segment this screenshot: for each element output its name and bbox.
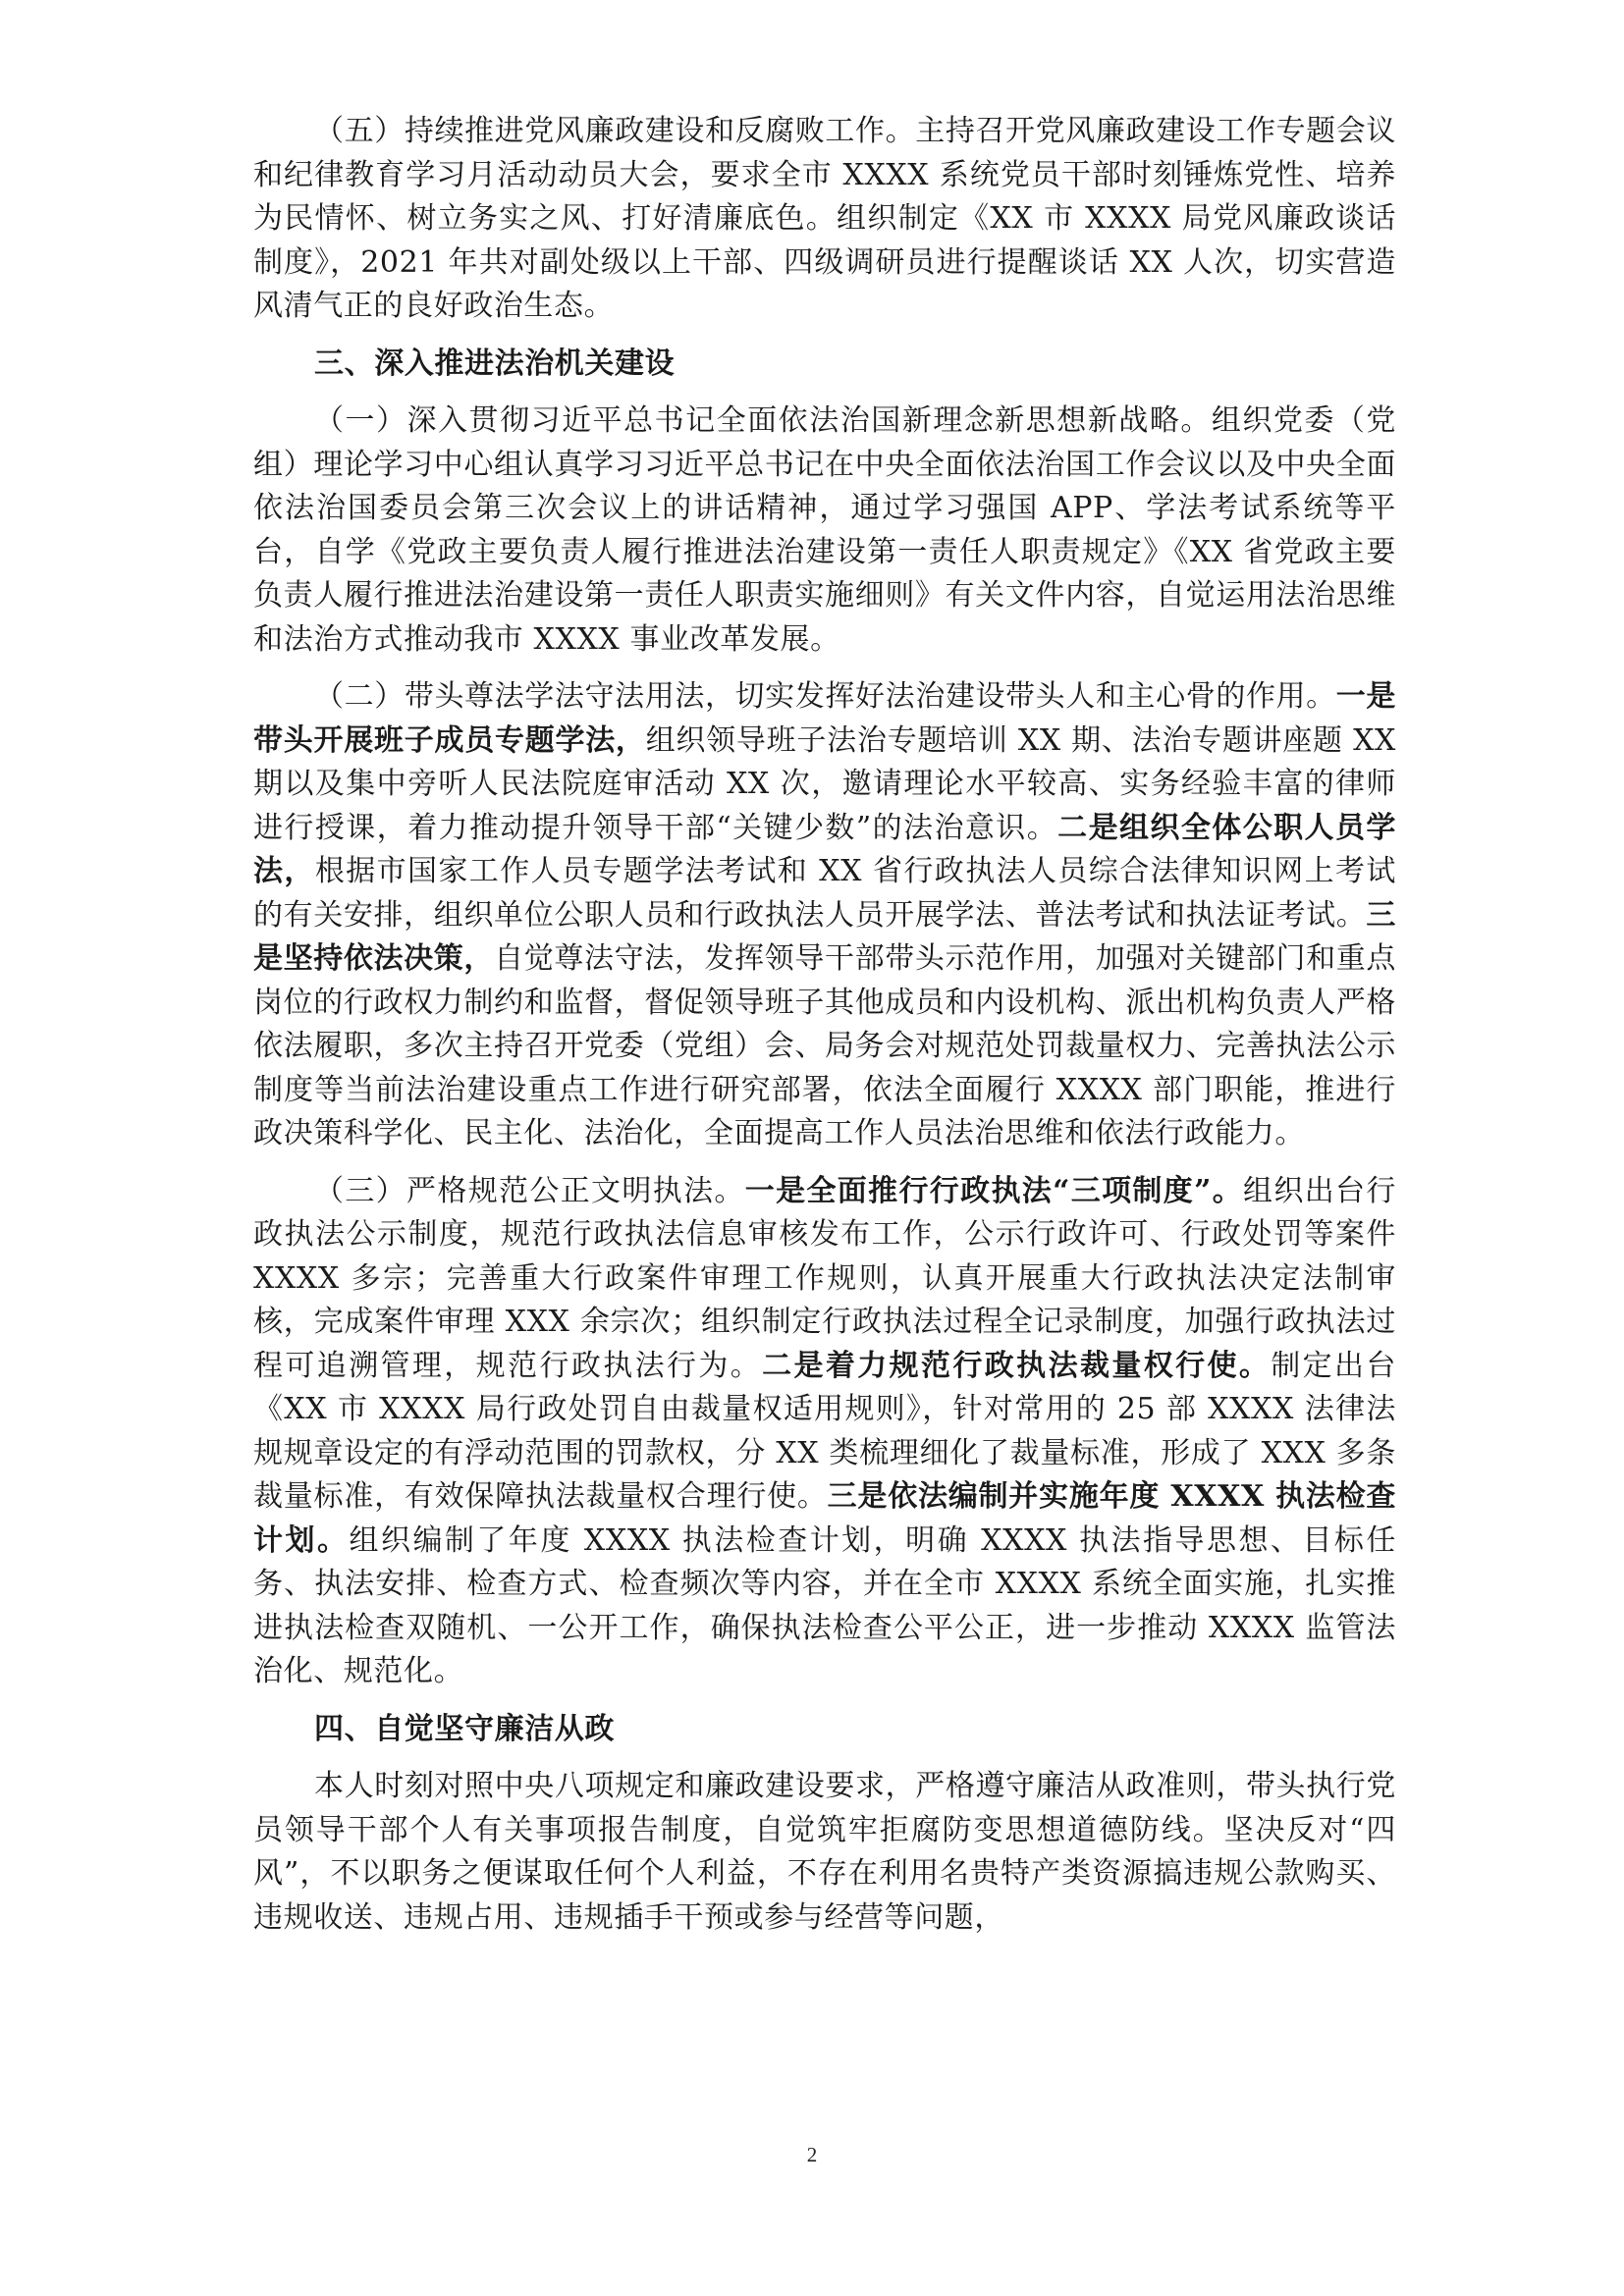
bold-point-three: 三是依法编制并实施年度 XXXX 执法检查计划。 bbox=[253, 1479, 1396, 1558]
paragraph-law-enforcement bbox=[253, 1170, 1396, 1694]
paragraph-text: 组织编制了年度 XXXX 执法检查计划，明确 XXXX 执法指导思想、目标任务、执法安排、检查方式、检查频次等内容，并在全市 XXXX 系统全面实施，扎实推进执法检查双随机、一公开工作，确保执法检查公平公正，进一步推动 XXXX 监管法治化、规范化。 bbox=[253, 1522, 1396, 1688]
paragraph-text: 本人时刻对照中央八项规定和廉政建设要求，严格遵守廉洁从政准则，带头执行党员领导干部个人有关事项报告制度，自觉筑牢拒腐防变思想道德防线。坚决反对“四风”，不以职务之便谋取任何个人利益，不存在利用名贵特产类资源搞违规公款购买、违规收送、违规占用、违规插手干预或参与经营等问题， bbox=[253, 1769, 1396, 1935]
section-heading-integrity bbox=[253, 1708, 1396, 1752]
bold-point-two: 二是着力规范行政执法裁量权行使。 bbox=[762, 1348, 1272, 1383]
paragraph-text: （三）严格规范公正文明执法。 bbox=[314, 1173, 745, 1208]
document-body bbox=[253, 110, 1396, 1953]
heading-text: 三、深入推进法治机关建设 bbox=[314, 346, 676, 381]
paragraph-text: （一）深入贯彻习近平总书记全面依法治国新理念新思想新战略。组织党委（党组）理论学习中心组认真学习习近平总书记在中央全面依法治国工作会议以及中央全面依法治国委员会第三次会议上的讲话精神，通过学习强国 APP、学法考试系统等平台，自学《党政主要负责人履行推进法治建设第一责任人职责规定》《XX 省党政主要负责人履行推进法治建设第一责任人职责实施细则》有关文件内容，自觉运用法治思维和法治方式推动我市 XXXX 事业改革发展。 bbox=[253, 403, 1396, 657]
paragraph-text: 根据市国家工作人员专题学法考试和 XX 省行政执法人员综合法律知识网上考试的有关安排，组织单位公职人员和行政执法人员开展学法、普法考试和执法证考试。 bbox=[253, 854, 1396, 933]
bold-point-one: 一是带头开展班子成员专题学法， bbox=[253, 679, 1396, 758]
paragraph-text: （五）持续推进党风廉政建设和反腐败工作。主持召开党风廉政建设工作专题会议和纪律教育学习月活动动员大会，要求全市 XXXX 系统党员干部时刻锤炼党性、培养为民情怀、树立务实之风、打好清廉底色。组织制定《XX 市 XXXX 局党风廉政谈话制度》，2021 年共对副处级以上干部、四级调研员进行提醒谈话 XX 人次，切实营造风清气正的良好政治生态。 bbox=[253, 114, 1396, 323]
section-heading-rule-of-law bbox=[253, 343, 1396, 387]
bold-point-one: 一是全面推行行政执法“三项制度”。 bbox=[744, 1173, 1244, 1208]
paragraph-text: 组织领导班子法治专题培训 XX 期、法治专题讲座题 XX 期以及集中旁听人民法院庭审活动 XX 次，邀请理论水平较高、实务经验丰富的律师进行授课，着力推动提升领导干部“关键少数”的法治意识。 bbox=[253, 722, 1396, 845]
paragraph-party-conduct bbox=[253, 110, 1396, 329]
paragraph-text: （二）带头尊法学法守法用法，切实发挥好法治建设带头人和主心骨的作用。 bbox=[314, 679, 1336, 714]
paragraph-text: 自觉尊法守法，发挥领导干部带头示范作用，加强对关键部门和重点岗位的行政权力制约和监督，督促领导班子其他成员和内设机构、派出机构负责人严格依法履职，多次主持召开党委（党组）会、局务会对规范处罚裁量权力、完善执法公示制度等当前法治建设重点工作进行研究部署，依法全面履行 XXXX 部门职能，推进行政决策科学化、民主化、法治化，全面提高工作人员法治思维和依法行政能力。 bbox=[253, 941, 1396, 1150]
paragraph-integrity bbox=[253, 1765, 1396, 1940]
paragraph-rule-of-law-study bbox=[253, 400, 1396, 662]
paragraph-lead-by-example bbox=[253, 675, 1396, 1156]
paragraph-text: 制定出台《XX 市 XXXX 局行政处罚自由裁量权适用规则》，针对常用的 25 部 XXXX 法律法规规章设定的有浮动范围的罚款权，分 XX 类梳理细化了裁量标准，形成了 XXX 多条裁量标准，有效保障执法裁量权合理行使。 bbox=[253, 1348, 1396, 1514]
bold-point-three: 三是坚持依法决策， bbox=[253, 897, 1396, 976]
bold-point-two: 二是组织全体公职人员学法， bbox=[253, 810, 1397, 888]
heading-text: 四、自觉坚守廉洁从政 bbox=[314, 1711, 615, 1746]
page-number: 2 bbox=[806, 2143, 818, 2166]
paragraph-text: 组织出台行政执法公示制度，规范行政执法信息审核发布工作，公示行政许可、行政处罚等案件 XXXX 多宗；完善重大行政案件审理工作规则，认真开展重大行政执法决定法制审核，完成案件审理 XXX 余宗次；组织制定行政执法过程全记录制度，加强行政执法过程可追溯管理，规范行政执法行为。 bbox=[253, 1173, 1396, 1383]
